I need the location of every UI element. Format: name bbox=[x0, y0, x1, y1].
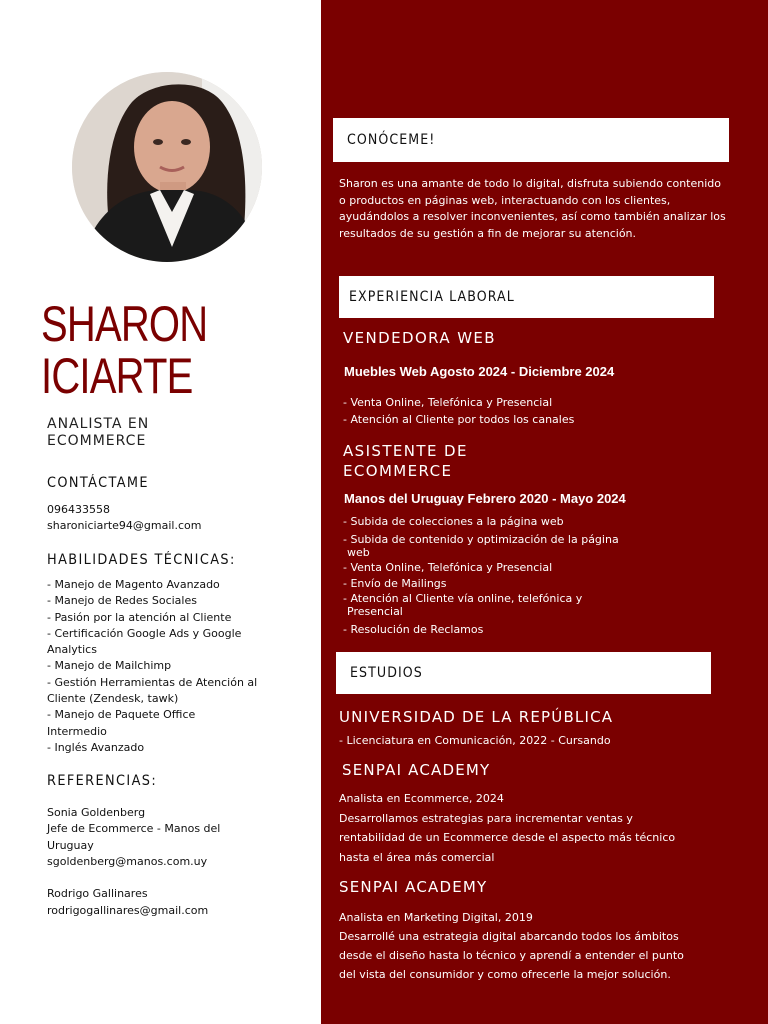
job-role bbox=[47, 416, 149, 450]
phone-number: 096433558 bbox=[47, 503, 110, 516]
reference-line: Jefe de Ecommerce - Manos del bbox=[47, 822, 221, 836]
experience-heading-box bbox=[339, 276, 714, 318]
education-heading: ESTUDIOS bbox=[350, 665, 423, 681]
about-heading: CONÓCEME! bbox=[347, 132, 436, 148]
contact-details bbox=[47, 502, 201, 535]
about-line: ayudándolos a resolver inconvenientes, así como también analizar los bbox=[339, 210, 726, 223]
reference-line: Rodrigo Gallinares bbox=[47, 887, 148, 901]
task-line: - Venta Online, Telefónica y Presencial bbox=[343, 396, 553, 409]
reference-line: rodrigogallinares@gmail.com bbox=[47, 903, 209, 917]
about-line: o productos en páginas web, interactuando con los clientes, bbox=[339, 193, 671, 207]
skill-line: - Gestión Herramientas de Atención al bbox=[47, 675, 258, 689]
skill-line: - Manejo de Paquete Office bbox=[47, 708, 196, 722]
school-name: SENPAI ACADEMY bbox=[339, 878, 488, 896]
about-heading-box bbox=[333, 118, 729, 162]
skill-line: - Pasión por la atención al Cliente bbox=[47, 610, 232, 624]
skills-list bbox=[47, 577, 257, 756]
role-line: ECOMMERCE bbox=[47, 433, 147, 449]
skill-line: Intermedio bbox=[47, 724, 107, 738]
task-line: Presencial bbox=[347, 605, 403, 618]
about-text bbox=[339, 176, 726, 242]
task-line: - Atención al Cliente por todos los canales bbox=[343, 412, 575, 426]
contact-heading: CONTÁCTAME bbox=[47, 475, 149, 491]
job-tasks bbox=[343, 395, 574, 428]
experience-heading: EXPERIENCIA LABORAL bbox=[349, 289, 515, 305]
skill-line: Cliente (Zendesk, tawk) bbox=[47, 692, 179, 706]
skill-line: - Manejo de Mailchimp bbox=[47, 659, 172, 673]
references-list bbox=[47, 805, 220, 919]
about-line: Sharon es una amante de todo lo digital, disfruta subiendo contenido bbox=[339, 177, 722, 190]
last-name: ICIARTE bbox=[41, 348, 193, 404]
skill-line: - Inglés Avanzado bbox=[47, 740, 145, 754]
school-name: UNIVERSIDAD DE LA REPÚBLICA bbox=[339, 708, 614, 726]
task-line: - Resolución de Reclamos bbox=[343, 623, 484, 636]
role-line: ANALISTA EN bbox=[47, 416, 150, 432]
skill-line: - Certificación Google Ads y Google bbox=[47, 626, 242, 640]
task-line: - Atención al Cliente vía online, telefónica y bbox=[343, 592, 583, 605]
email-address: sharoniciarte94@gmail.com bbox=[47, 519, 202, 533]
references-heading: REFERENCIAS: bbox=[47, 773, 158, 789]
skills-heading: HABILIDADES TÉCNICAS: bbox=[47, 552, 236, 568]
job-title: VENDEDORA WEB bbox=[343, 329, 496, 347]
reference-line: sgoldenberg@manos.com.uy bbox=[47, 854, 208, 868]
person-name bbox=[41, 298, 207, 402]
task-line: - Venta Online, Telefónica y Presencial bbox=[343, 561, 553, 574]
left-column bbox=[0, 0, 321, 1024]
job-title: ASISTENTE DE ECOMMERCE bbox=[343, 442, 468, 480]
school-details: Analista en Marketing Digital, 2019 Desarrollé una estrategia digital abarcando todos los ámbitos desde el diseño hasta lo técnico y aprendí a entender el punto del vista del consumidor y como ofrecerle la mejor solución. bbox=[339, 911, 684, 981]
reference-line: Uruguay bbox=[47, 838, 94, 852]
skill-line: Analytics bbox=[47, 643, 97, 657]
skill-line: - Manejo de Magento Avanzado bbox=[47, 578, 220, 591]
task-line: web bbox=[347, 546, 370, 559]
profile-photo bbox=[72, 72, 262, 262]
right-column bbox=[321, 0, 768, 1024]
task-line: - Subida de colecciones a la página web bbox=[343, 515, 564, 528]
education-heading-box bbox=[336, 652, 711, 694]
task-line: - Envío de Mailings bbox=[343, 577, 447, 590]
reference-line: Sonia Goldenberg bbox=[47, 806, 146, 819]
job-company: Muebles Web Agosto 2024 - Diciembre 2024 bbox=[344, 364, 615, 379]
job-tasks bbox=[343, 514, 619, 638]
first-name: SHARON bbox=[41, 296, 208, 352]
school-details: - Licenciatura en Comunicación, 2022 - Cursando bbox=[339, 734, 611, 747]
skill-line: - Manejo de Redes Sociales bbox=[47, 594, 197, 608]
reference-spacer bbox=[47, 870, 220, 886]
school-details: Analista en Ecommerce, 2024 Desarrollamos estrategias para incrementar ventas y rentabilidad de un Ecommerce desde el aspecto más técnico hasta el área más comercial bbox=[339, 792, 676, 864]
about-line: resultados de su gestión a fin de mejorar su atención. bbox=[339, 226, 637, 240]
school-name: SENPAI ACADEMY bbox=[342, 761, 491, 779]
job-company: Manos del Uruguay Febrero 2020 - Mayo 2024 bbox=[344, 491, 626, 506]
task-line: - Subida de contenido y optimización de la página bbox=[343, 533, 619, 546]
